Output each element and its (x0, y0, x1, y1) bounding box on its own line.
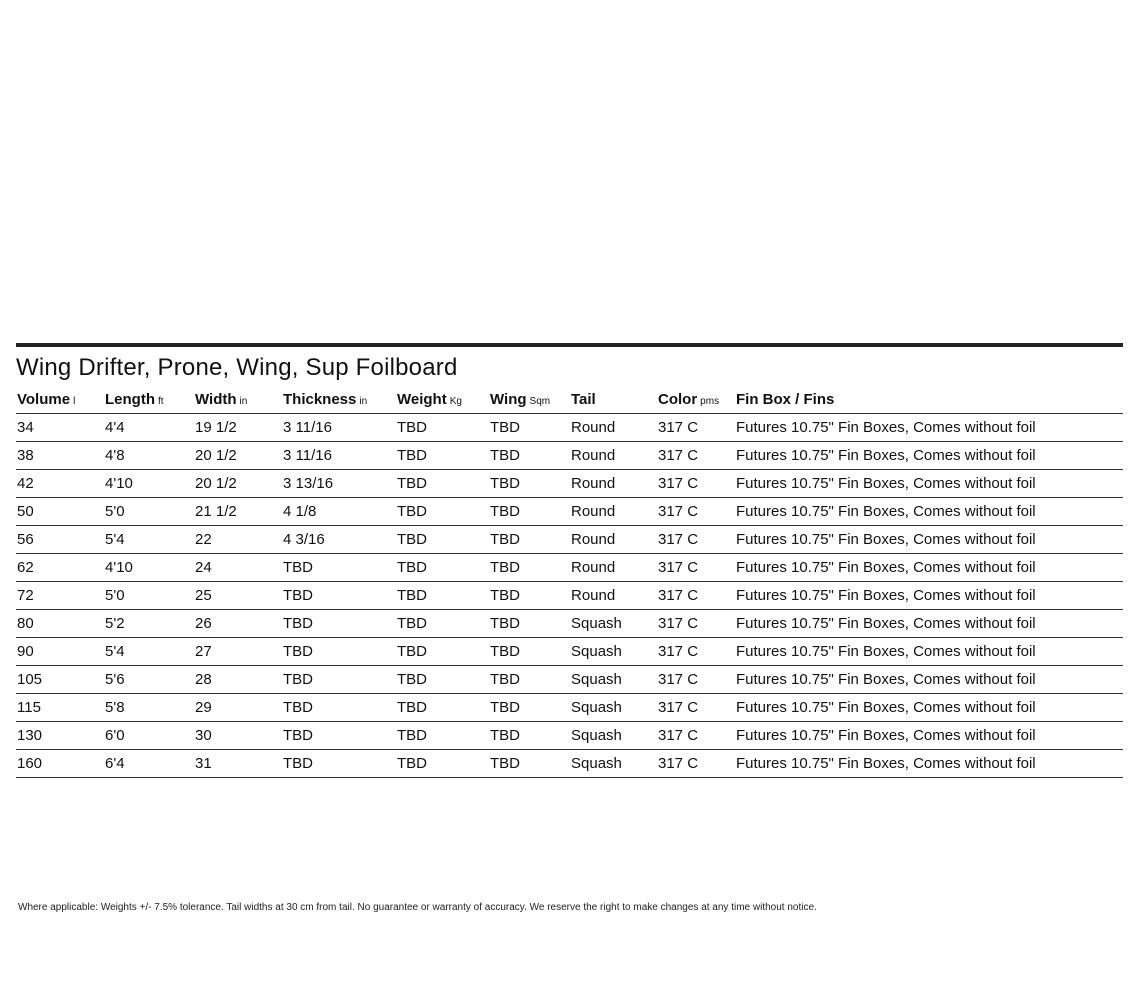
column-header (104, 385, 194, 414)
wing-cell: TBD (489, 414, 570, 442)
fins-cell: Futures 10.75" Fin Boxes, Comes without foil (735, 722, 1123, 750)
top-divider (16, 343, 1123, 347)
thickness-cell: TBD (282, 722, 396, 750)
thickness-cell: 3 11/16 (282, 442, 396, 470)
table-row (16, 470, 1123, 498)
color-cell: 317 C (657, 638, 735, 666)
width-cell: 25 (194, 582, 282, 610)
table-row (16, 666, 1123, 694)
weight-cell: TBD (396, 442, 489, 470)
table-row (16, 722, 1123, 750)
color-cell: 317 C (657, 442, 735, 470)
volume-cell: 130 (16, 722, 104, 750)
color-cell: 317 C (657, 694, 735, 722)
weight-cell: TBD (396, 414, 489, 442)
table-row (16, 610, 1123, 638)
weight-cell: TBD (396, 554, 489, 582)
wing-cell: TBD (489, 722, 570, 750)
weight-cell: TBD (396, 694, 489, 722)
width-cell: 30 (194, 722, 282, 750)
column-unit: Sqm (529, 395, 551, 407)
table-row (16, 554, 1123, 582)
column-label: Thickness (283, 390, 357, 408)
thickness-cell: 4 3/16 (282, 526, 396, 554)
column-header (657, 385, 735, 414)
volume-cell: 38 (16, 442, 104, 470)
tail-cell: Squash (570, 638, 657, 666)
width-cell: 26 (194, 610, 282, 638)
fins-cell: Futures 10.75" Fin Boxes, Comes without foil (735, 610, 1123, 638)
thickness-cell: 3 11/16 (282, 414, 396, 442)
column-header (16, 385, 104, 414)
length-cell: 5'8 (104, 694, 194, 722)
thickness-cell: TBD (282, 638, 396, 666)
color-cell: 317 C (657, 582, 735, 610)
length-cell: 5'4 (104, 638, 194, 666)
color-cell: 317 C (657, 666, 735, 694)
length-cell: 4'10 (104, 554, 194, 582)
width-cell: 29 (194, 694, 282, 722)
column-header (396, 385, 489, 414)
color-cell: 317 C (657, 414, 735, 442)
width-cell: 31 (194, 750, 282, 778)
tail-cell: Squash (570, 610, 657, 638)
volume-cell: 160 (16, 750, 104, 778)
length-cell: 5'6 (104, 666, 194, 694)
thickness-cell: 4 1/8 (282, 498, 396, 526)
length-cell: 4'4 (104, 414, 194, 442)
fins-cell: Futures 10.75" Fin Boxes, Comes without foil (735, 582, 1123, 610)
footnote: Where applicable: Weights +/- 7.5% tolerance. Tail widths at 30 cm from tail. No guarantee or warranty of accuracy. We reserve the right to make changes at any time without notice. (18, 902, 817, 913)
table-row (16, 414, 1123, 442)
length-cell: 6'4 (104, 750, 194, 778)
table-row (16, 442, 1123, 470)
column-label: Length (105, 390, 155, 408)
wing-cell: TBD (489, 582, 570, 610)
tail-cell: Round (570, 526, 657, 554)
column-label: Fin Box / Fins (736, 390, 835, 408)
width-cell: 20 1/2 (194, 442, 282, 470)
fins-cell: Futures 10.75" Fin Boxes, Comes without foil (735, 442, 1123, 470)
weight-cell: TBD (396, 582, 489, 610)
wing-cell: TBD (489, 470, 570, 498)
spec-table (16, 385, 1123, 778)
column-unit: Kg (449, 395, 462, 407)
wing-cell: TBD (489, 498, 570, 526)
weight-cell: TBD (396, 498, 489, 526)
volume-cell: 80 (16, 610, 104, 638)
wing-cell: TBD (489, 666, 570, 694)
column-label: Tail (571, 390, 596, 408)
column-header (570, 385, 657, 414)
color-cell: 317 C (657, 526, 735, 554)
length-cell: 5'0 (104, 582, 194, 610)
tail-cell: Round (570, 554, 657, 582)
width-cell: 20 1/2 (194, 470, 282, 498)
wing-cell: TBD (489, 750, 570, 778)
weight-cell: TBD (396, 666, 489, 694)
tail-cell: Round (570, 582, 657, 610)
color-cell: 317 C (657, 470, 735, 498)
fins-cell: Futures 10.75" Fin Boxes, Comes without foil (735, 526, 1123, 554)
length-cell: 4'10 (104, 470, 194, 498)
length-cell: 4'8 (104, 442, 194, 470)
tail-cell: Round (570, 498, 657, 526)
tail-cell: Squash (570, 694, 657, 722)
width-cell: 27 (194, 638, 282, 666)
fins-cell: Futures 10.75" Fin Boxes, Comes without foil (735, 498, 1123, 526)
width-cell: 24 (194, 554, 282, 582)
fins-cell: Futures 10.75" Fin Boxes, Comes without foil (735, 666, 1123, 694)
fins-cell: Futures 10.75" Fin Boxes, Comes without foil (735, 414, 1123, 442)
tail-cell: Round (570, 442, 657, 470)
column-header (735, 385, 1123, 414)
length-cell: 5'0 (104, 498, 194, 526)
table-row (16, 498, 1123, 526)
column-unit: l (73, 395, 76, 407)
weight-cell: TBD (396, 610, 489, 638)
fins-cell: Futures 10.75" Fin Boxes, Comes without foil (735, 554, 1123, 582)
color-cell: 317 C (657, 750, 735, 778)
width-cell: 28 (194, 666, 282, 694)
wing-cell: TBD (489, 610, 570, 638)
wing-cell: TBD (489, 694, 570, 722)
column-label: Volume (17, 390, 71, 408)
fins-cell: Futures 10.75" Fin Boxes, Comes without foil (735, 638, 1123, 666)
table-row (16, 582, 1123, 610)
weight-cell: TBD (396, 470, 489, 498)
tail-cell: Squash (570, 666, 657, 694)
table-row (16, 638, 1123, 666)
color-cell: 317 C (657, 498, 735, 526)
color-cell: 317 C (657, 610, 735, 638)
volume-cell: 50 (16, 498, 104, 526)
column-header (282, 385, 396, 414)
thickness-cell: TBD (282, 694, 396, 722)
length-cell: 5'2 (104, 610, 194, 638)
table-row (16, 750, 1123, 778)
volume-cell: 115 (16, 694, 104, 722)
tail-cell: Round (570, 414, 657, 442)
table-body (16, 414, 1123, 778)
length-cell: 6'0 (104, 722, 194, 750)
thickness-cell: TBD (282, 582, 396, 610)
column-label: Width (195, 390, 237, 408)
table-row (16, 694, 1123, 722)
spec-sheet (16, 343, 1123, 778)
wing-cell: TBD (489, 526, 570, 554)
column-header (194, 385, 282, 414)
weight-cell: TBD (396, 526, 489, 554)
width-cell: 21 1/2 (194, 498, 282, 526)
wing-cell: TBD (489, 638, 570, 666)
column-unit: pms (700, 395, 720, 407)
volume-cell: 42 (16, 470, 104, 498)
volume-cell: 72 (16, 582, 104, 610)
tail-cell: Squash (570, 750, 657, 778)
volume-cell: 34 (16, 414, 104, 442)
weight-cell: TBD (396, 722, 489, 750)
thickness-cell: 3 13/16 (282, 470, 396, 498)
fins-cell: Futures 10.75" Fin Boxes, Comes without foil (735, 470, 1123, 498)
column-label: Wing (490, 390, 527, 408)
color-cell: 317 C (657, 722, 735, 750)
length-cell: 5'4 (104, 526, 194, 554)
volume-cell: 62 (16, 554, 104, 582)
weight-cell: TBD (396, 638, 489, 666)
page-title: Wing Drifter, Prone, Wing, Sup Foilboard (16, 354, 458, 381)
column-unit: ft (158, 395, 164, 407)
wing-cell: TBD (489, 442, 570, 470)
tail-cell: Squash (570, 722, 657, 750)
column-header (489, 385, 570, 414)
width-cell: 19 1/2 (194, 414, 282, 442)
thickness-cell: TBD (282, 554, 396, 582)
column-label: Color (658, 390, 698, 408)
color-cell: 317 C (657, 554, 735, 582)
width-cell: 22 (194, 526, 282, 554)
column-label: Weight (397, 390, 447, 408)
weight-cell: TBD (396, 750, 489, 778)
fins-cell: Futures 10.75" Fin Boxes, Comes without foil (735, 750, 1123, 778)
table-row (16, 526, 1123, 554)
fins-cell: Futures 10.75" Fin Boxes, Comes without foil (735, 694, 1123, 722)
table-header-row (16, 385, 1123, 414)
thickness-cell: TBD (282, 610, 396, 638)
wing-cell: TBD (489, 554, 570, 582)
column-unit: in (239, 395, 248, 407)
volume-cell: 90 (16, 638, 104, 666)
thickness-cell: TBD (282, 666, 396, 694)
column-unit: in (359, 395, 368, 407)
tail-cell: Round (570, 470, 657, 498)
thickness-cell: TBD (282, 750, 396, 778)
volume-cell: 56 (16, 526, 104, 554)
volume-cell: 105 (16, 666, 104, 694)
